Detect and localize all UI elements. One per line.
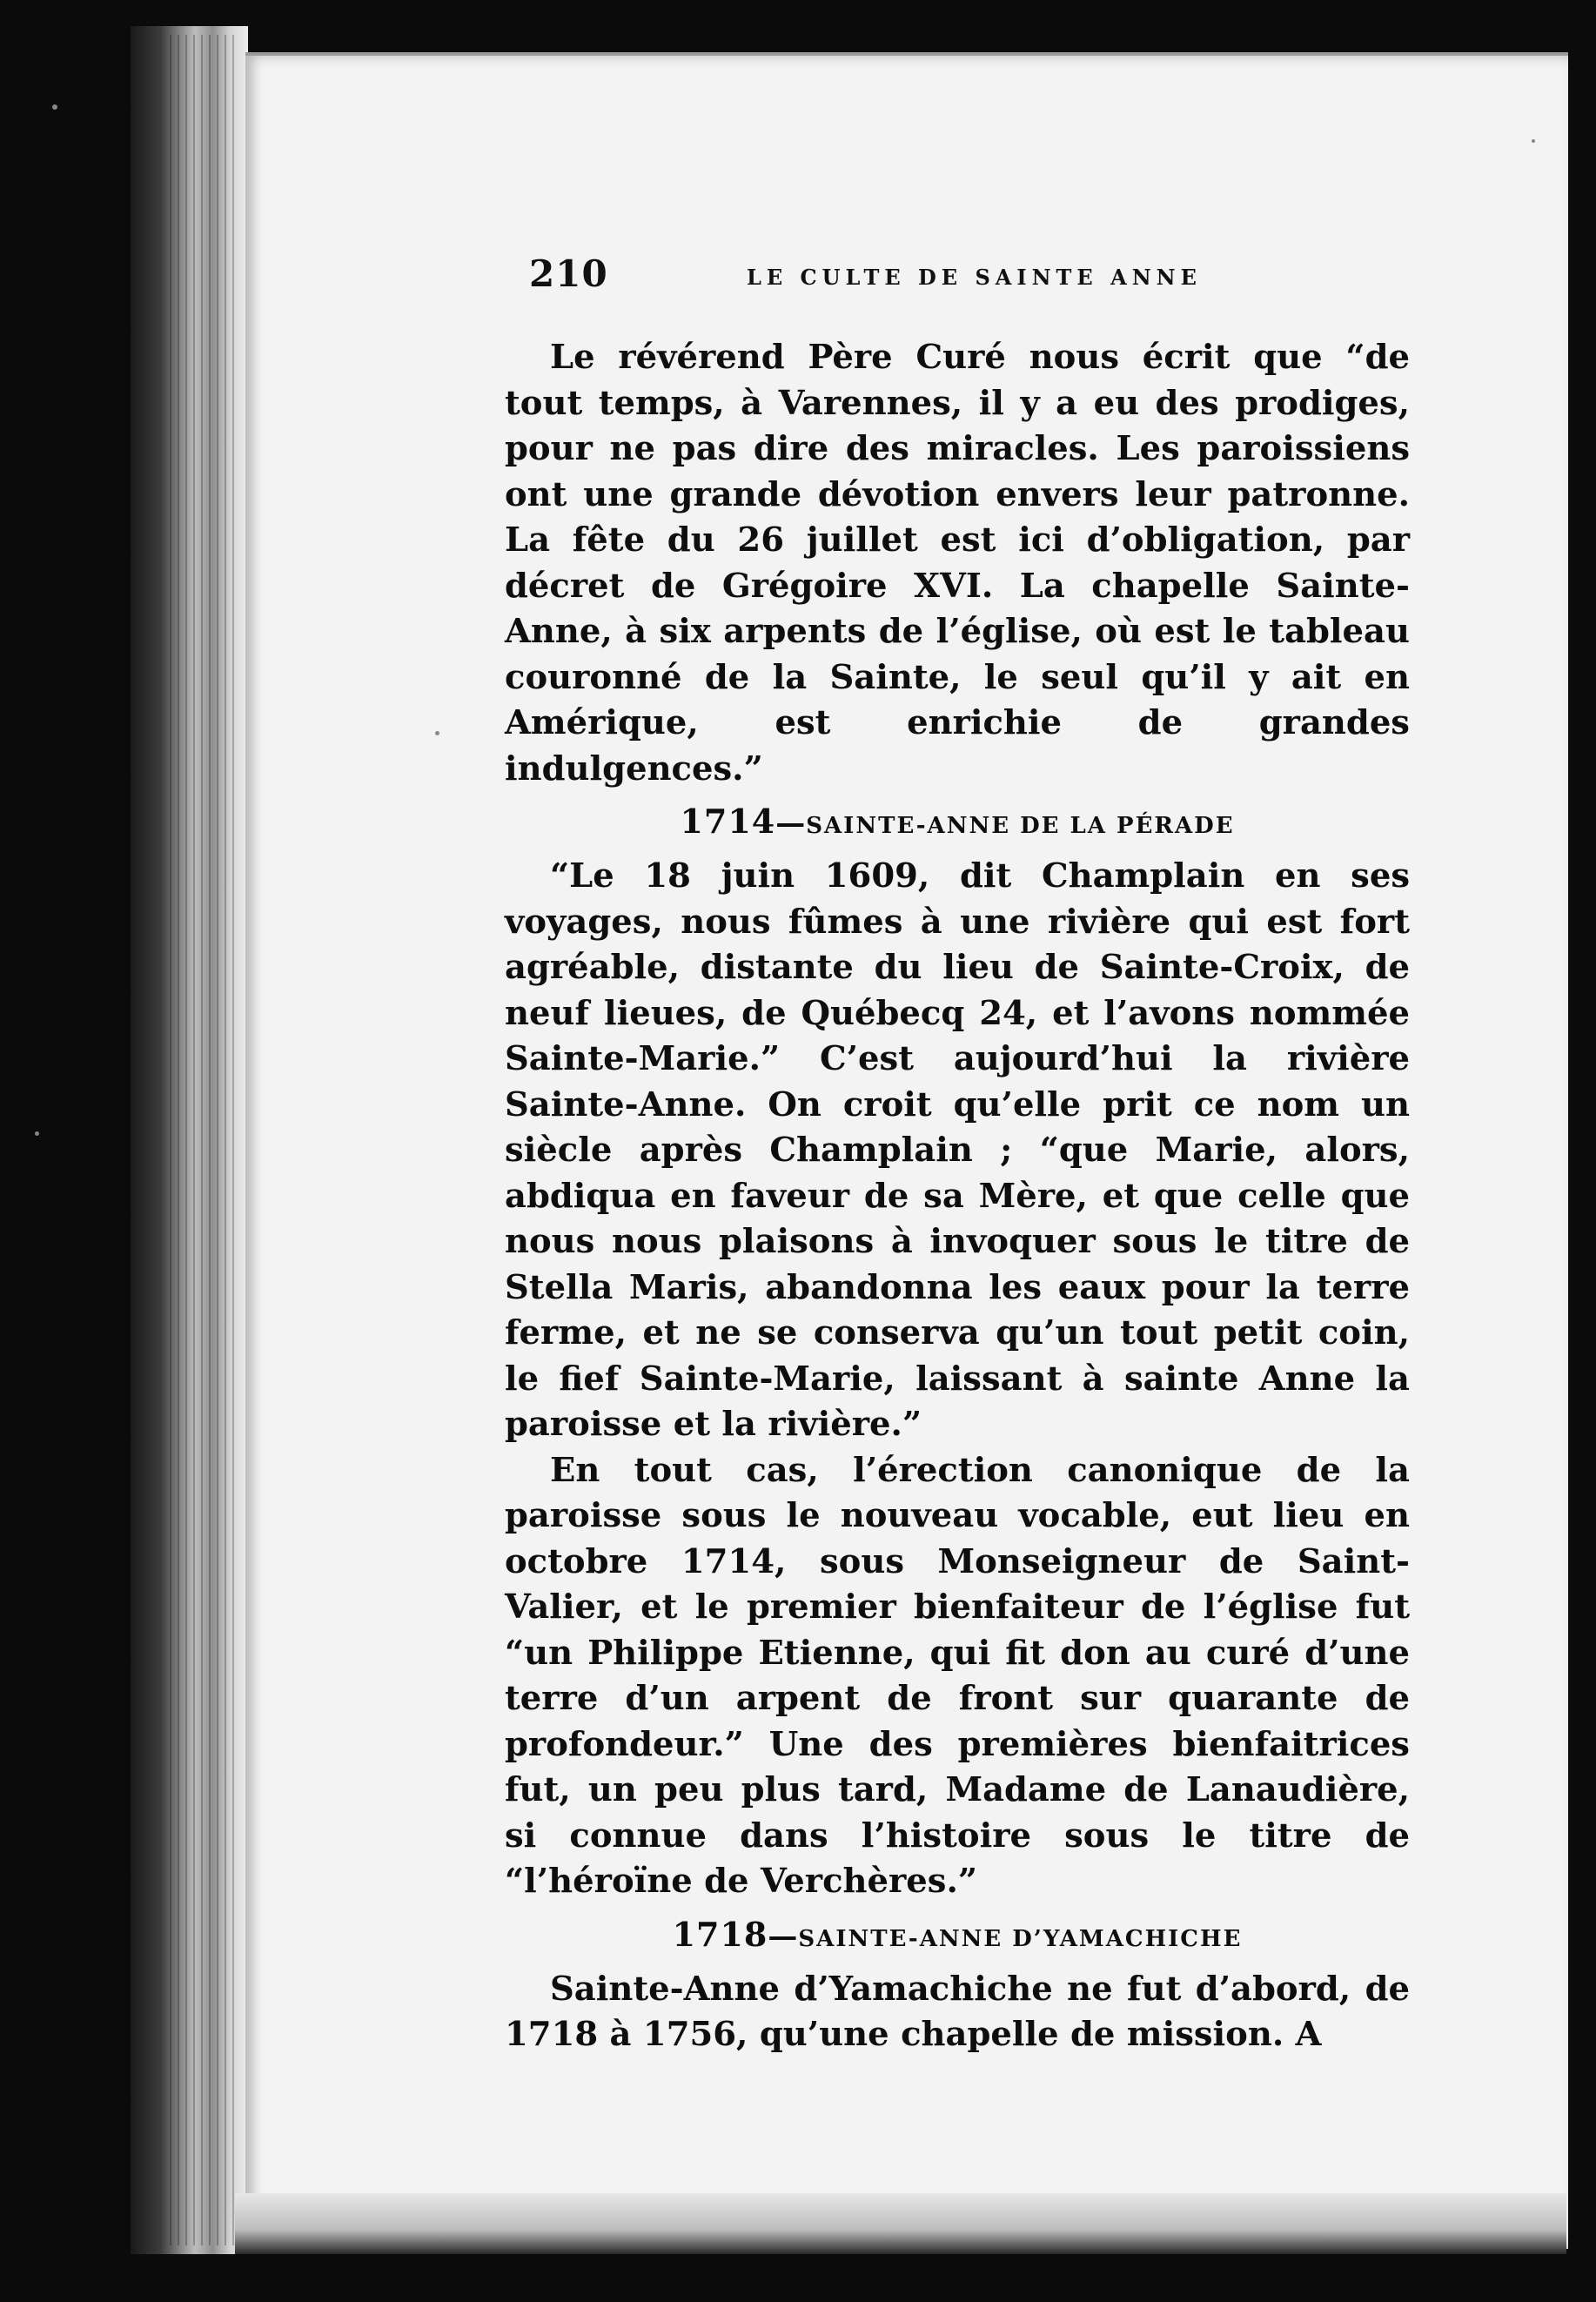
scan-speck: [35, 1131, 39, 1136]
paragraph-champlain: “Le 18 juin 1609, dit Champlain en ses voyages, nous fûmes à une rivière qui est fort agréable, distante du lieu de Sainte-Croix, de neuf lieues, de Québecq 24, et l’avons nommée Sainte-Marie.” C’est aujourd’hui la rivière Sainte-Anne. On croit qu’elle prit ce nom un siècle après Champlain ; “que Marie, alors, abdiqua en faveur de sa Mère, et que celle que nous nous plaisons à invoquer sous le titre de Stella Maris, abandonna les eaux pour la terre ferme, et ne se conserva qu’un tout petit coin, le fief Sainte-Marie, laissant à sainte Anne la paroisse et la rivière.”: [505, 856, 1410, 1444]
paragraph-erection: En tout cas, l’érection canonique de la paroisse sous le nouveau vocable, eut lieu en octobre 1714, sous Monseigneur de Saint-Valier, et le premier bienfaiteur de l’église fut “un Philippe Etienne, qui fit don au curé d’une terre d’un arpent de front sur quarante de profondeur.” Une des premières bienfaitrices fut, un peu plus tard, Madame de Lanaudière, si connue dans l’histoire sous le titre de “l’héroïne de Verchères.”: [505, 1450, 1410, 1901]
running-head-title: LE CULTE DE SAINTE ANNE: [747, 265, 1202, 290]
running-head: [529, 252, 1399, 305]
page-number: 210: [529, 252, 608, 295]
section-heading-yamachiche: 1718—SAINTE-ANNE D’YAMACHICHE: [672, 1914, 1243, 1954]
section-year: 1714: [680, 802, 776, 841]
paragraph-yamachiche: Sainte-Anne d’Yamachiche ne fut d’abord, de 1718 à 1756, qu’une chapelle de mission. A: [505, 1969, 1410, 2054]
scan-speck: [1532, 139, 1535, 143]
body-text: [505, 335, 1410, 2058]
section-title: SAINTE-ANNE D’YAMACHICHE: [798, 1925, 1243, 1952]
paragraph-varennes: Le révérend Père Curé nous écrit que “de tout temps, à Varennes, il y a eu des prodiges, pour ne pas dire des miracles. Les paroissiens ont une grande dévotion envers leur patronne. La fête du 26 juillet est ici d’obligation, par décret de Grégoire XVI. La chapelle Sainte-Anne, à six arpents de l’église, où est le tableau couronné de la Sainte, le seul qu’il y ait en Amérique, est enrichie de grandes indulgences.”: [505, 338, 1410, 789]
section-title: SAINTE-ANNE DE LA PÉRADE: [806, 813, 1235, 839]
page-bottom-edge: [235, 2193, 1566, 2254]
section-year: 1718: [672, 1914, 768, 1954]
binding-page-edges: [170, 35, 239, 2245]
scan-speck: [435, 731, 439, 735]
section-heading-perade: 1714—SAINTE-ANNE DE LA PÉRADE: [680, 802, 1235, 841]
scan-speck: [52, 104, 57, 110]
